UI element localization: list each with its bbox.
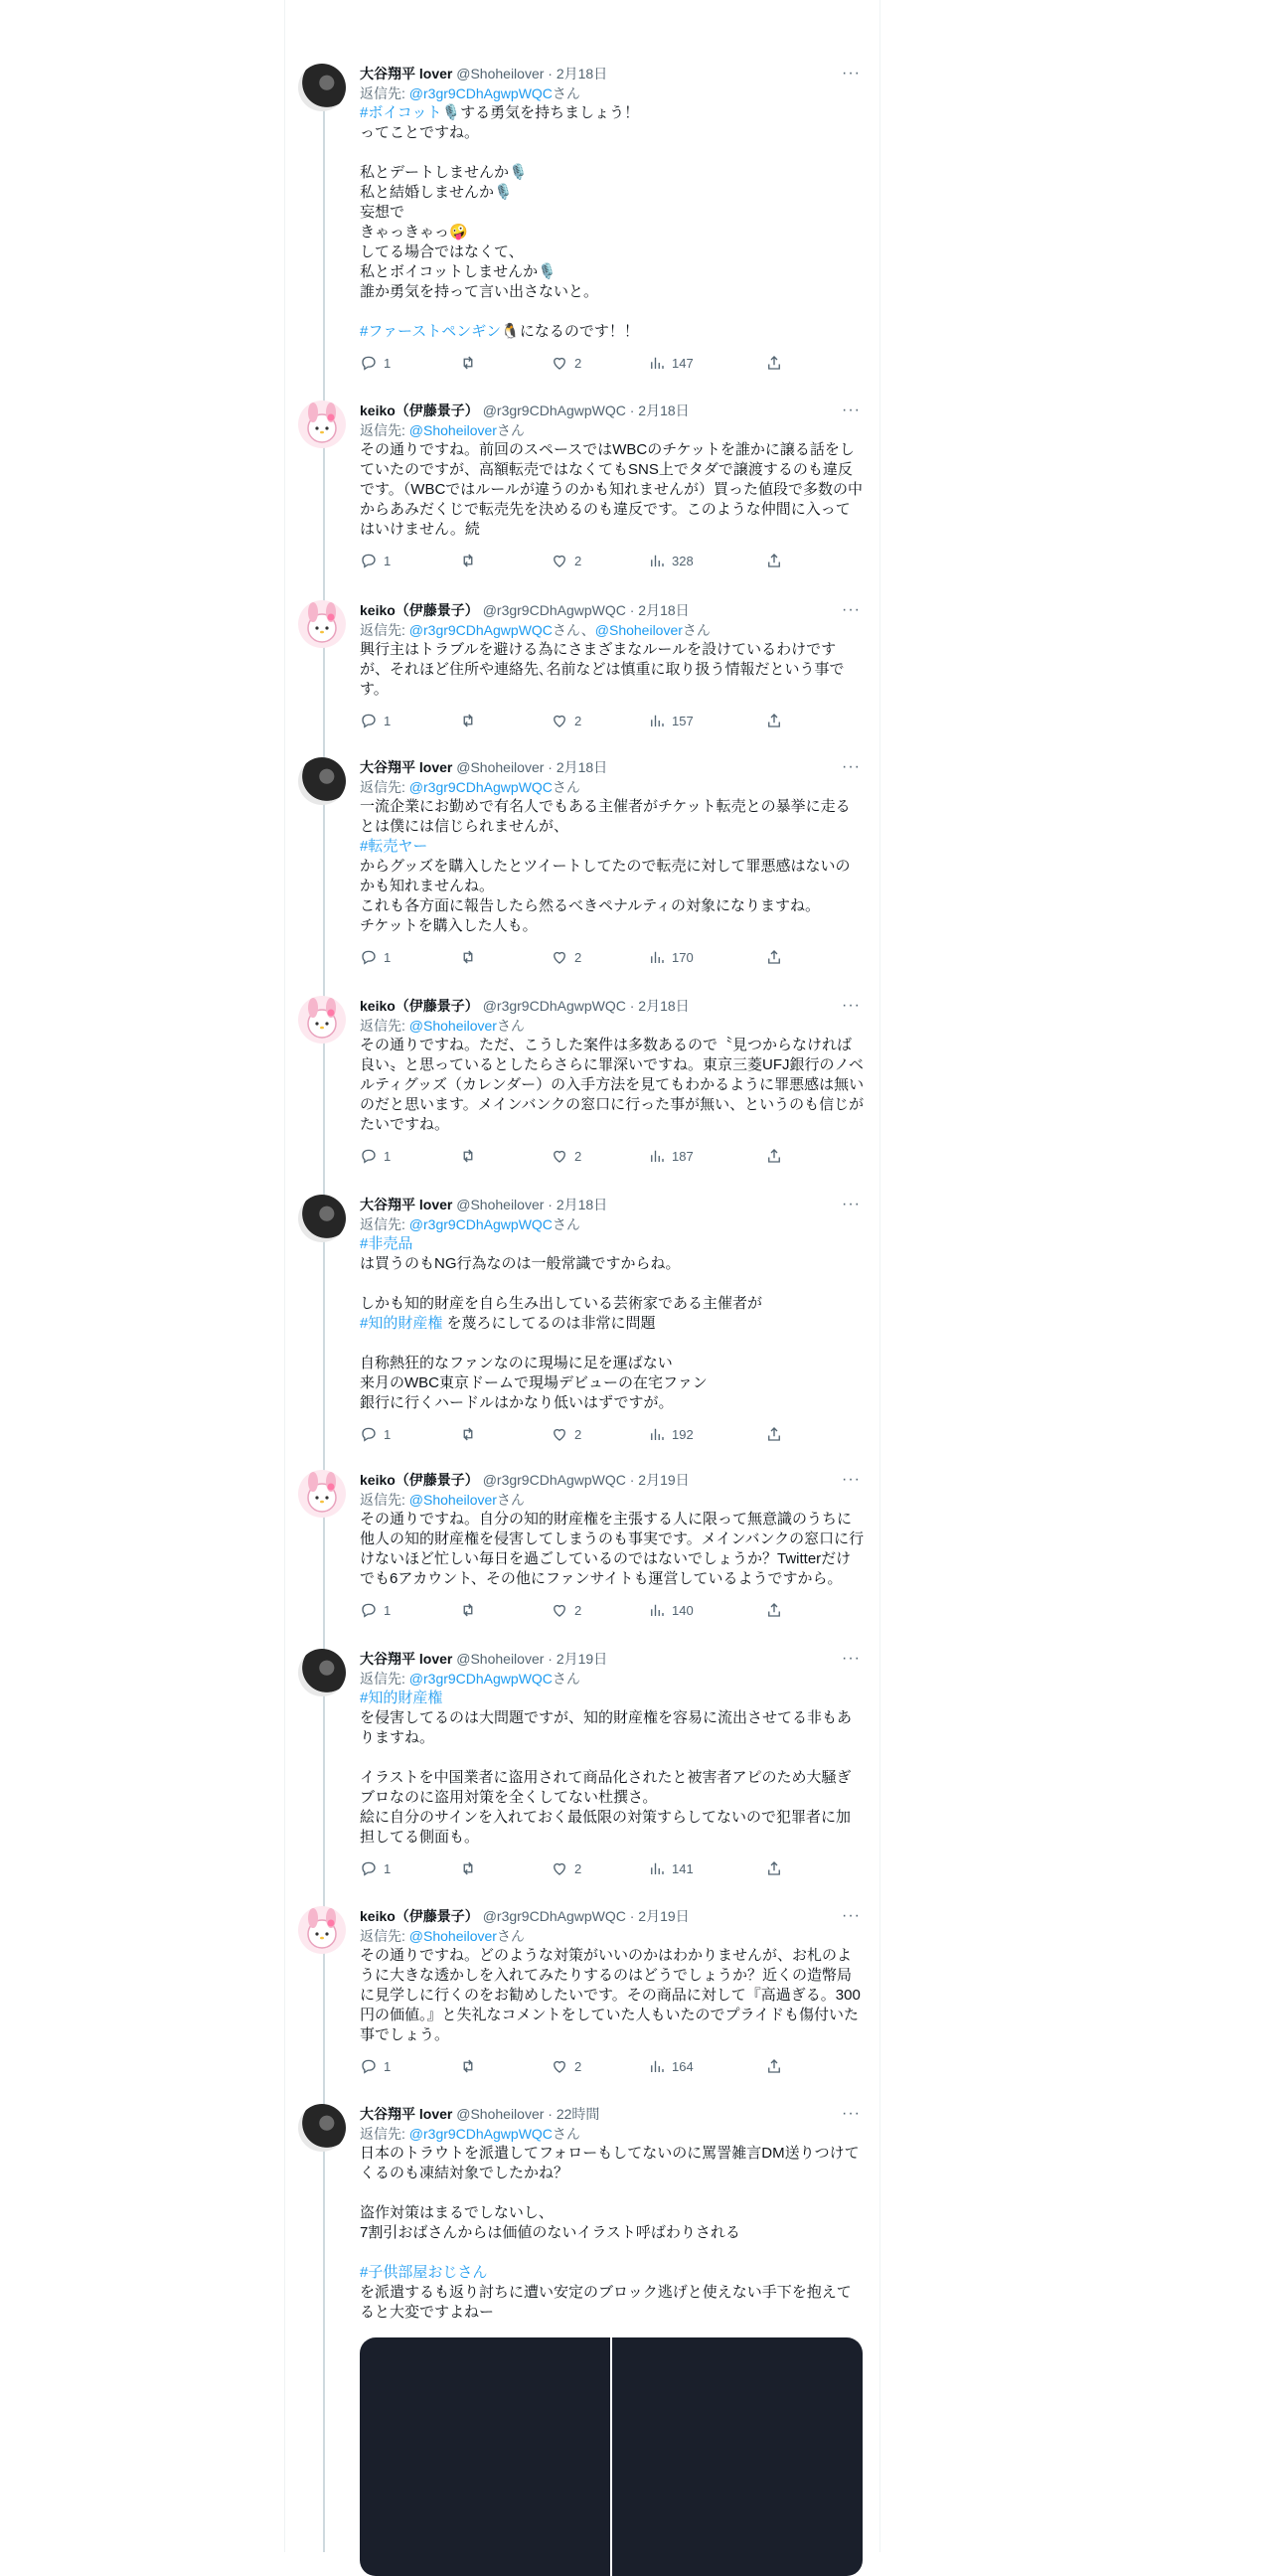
views-icon	[648, 2057, 666, 2075]
avatar[interactable]	[298, 996, 346, 1044]
reply-suffix: さん	[552, 1671, 580, 1687]
separator-dot: ·	[629, 998, 635, 1014]
like-count: 2	[574, 949, 582, 965]
reply-prefix: 返信先:	[360, 85, 409, 101]
display-name[interactable]: 大谷翔平 lover	[360, 759, 453, 775]
reply-count: 1	[384, 2058, 392, 2074]
more-options-icon[interactable]: ···	[842, 402, 861, 418]
reply-suffix: さん	[552, 85, 580, 101]
tweet-actions	[360, 2057, 865, 2077]
reply-button[interactable]	[360, 1601, 391, 1619]
reply-handle-link[interactable]: @r3gr9CDhAgwpWQC	[408, 779, 553, 795]
user-handle[interactable]: @Shoheilover	[456, 2106, 545, 2122]
tweet-body	[360, 401, 865, 571]
tweet-text: #知的財産権 を侵害してるのは大問題ですが、知的財産権を容易に流出させてる非もありますね。 イラストを中国業者に盗用されて商品化されたと被害者アピのため大騒ぎブロなのに盗用対策を全くしてない杜撰さ。 絵に自分のサインを入れておく最低限の対策すらしてないので犯罪者に加担してる側面も。	[360, 1690, 853, 1846]
reply-icon	[360, 948, 378, 966]
reply-handle-link[interactable]: @r3gr9CDhAgwpWQC	[408, 622, 553, 638]
tweet-timestamp[interactable]: 2月18日	[638, 602, 690, 618]
like-icon	[551, 552, 568, 569]
retweet-button[interactable]	[459, 948, 483, 966]
views-button[interactable]	[648, 712, 694, 729]
avatar[interactable]	[298, 1470, 346, 1518]
reply-handle-link[interactable]: @r3gr9CDhAgwpWQC	[408, 1216, 553, 1232]
melody-avatar-icon	[298, 600, 346, 648]
views-count: 170	[672, 949, 694, 965]
tweet-actions	[360, 948, 865, 968]
share-icon	[765, 552, 783, 569]
avatar[interactable]	[298, 401, 346, 448]
retweet-icon	[459, 712, 477, 729]
replying-to	[360, 1926, 865, 1946]
reply-suffix: さん	[682, 622, 711, 638]
like-count: 2	[574, 355, 582, 371]
like-icon	[551, 2057, 568, 2075]
reply-suffix: さん	[552, 622, 581, 638]
tweet-text: 一流企業にお勤めで有名人でもある主催者がチケット転売との暴挙に走るとは僕には信じられませんが、 #転売ヤー からグッズを購入したとツイートしてたので転売に対して罪悪感はないのかも知れませんね。 これも各方面に報告したら然るべきペナルティの対象になりますね。 チケットを購入した人も。	[360, 798, 851, 934]
retweet-button[interactable]	[459, 552, 483, 569]
retweet-button[interactable]	[459, 712, 483, 729]
more-options-icon[interactable]: ···	[842, 1650, 861, 1667]
replying-to	[360, 620, 865, 640]
tweet-header	[360, 600, 865, 620]
more-options-icon[interactable]: ···	[842, 1907, 861, 1924]
user-handle[interactable]: @Shoheilover	[456, 759, 545, 775]
separator-dot: ·	[548, 759, 553, 775]
display-name[interactable]: 大谷翔平 lover	[360, 2106, 453, 2122]
avatar[interactable]	[298, 1649, 346, 1696]
views-count: 187	[672, 1148, 694, 1164]
like-count: 2	[574, 1860, 582, 1876]
like-button[interactable]	[551, 1859, 581, 1877]
hashtag-link[interactable]: #子供部屋おじさん	[360, 2264, 488, 2281]
like-button[interactable]	[551, 1601, 581, 1619]
views-count: 192	[672, 1426, 694, 1442]
tweet-media-grid[interactable]	[360, 2337, 863, 2576]
tweet-timestamp[interactable]: 2月18日	[556, 759, 608, 775]
like-button[interactable]	[551, 1147, 581, 1165]
like-button[interactable]	[551, 2057, 581, 2075]
avatar[interactable]	[298, 64, 346, 111]
like-icon	[551, 1147, 568, 1165]
separator-dot: ·	[548, 1197, 553, 1212]
like-button[interactable]	[551, 1425, 581, 1443]
separator-dot: ·	[548, 1651, 553, 1667]
reply-prefix: 返信先:	[360, 1671, 409, 1687]
share-icon	[765, 354, 783, 372]
tweet-timestamp[interactable]: 2月18日	[556, 66, 608, 81]
views-icon	[648, 1601, 666, 1619]
tweet-header	[360, 757, 865, 777]
tweet-body	[360, 1470, 865, 1621]
reply-prefix: 返信先:	[360, 779, 409, 795]
like-count: 2	[574, 1602, 582, 1618]
tweet-timestamp[interactable]: 2月18日	[638, 998, 690, 1014]
tweet-text: その通りですね。前回のスペースではWBCのチケットを誰かに譲る話をしていたのですが、高額転売ではなくてもSNS上でタダで譲渡するのも違反です。（WBCではルールが違うのかも知れませんが）買った値段で多数の中からあみだくじで転売先を決めるのも違反です。このような仲間に入ってはいけません。続	[360, 441, 863, 538]
avatar[interactable]	[298, 2104, 346, 2152]
user-handle[interactable]: @r3gr9CDhAgwpWQC	[482, 602, 626, 618]
tweet-body	[360, 1906, 865, 2077]
tweet-timestamp[interactable]: 22時間	[556, 2106, 600, 2122]
like-button[interactable]	[551, 354, 581, 372]
tweet-body	[360, 600, 865, 731]
replying-to	[360, 83, 865, 103]
retweet-icon	[459, 1601, 477, 1619]
tweet-actions	[360, 1147, 865, 1167]
separator-dot: ·	[629, 1472, 635, 1488]
display-name[interactable]: keiko（伊藤景子）	[360, 402, 479, 418]
share-icon	[765, 1425, 783, 1443]
tweet-text: 日本のトラウトを派遣してフォローもしてないのに罵詈雑言DM送りつけてくるのも凍結対象でしたかね？ 盗作対策はまるでしないし、 7割引おばさんからは価値のないイラスト呼ばわりされる #子供部屋おじさん を派遣するも返り討ちに遭い安定のブロック逃げと使えない手下を抱えてると大変ですよねー	[360, 2145, 860, 2321]
reply-prefix: 返信先:	[360, 2126, 409, 2142]
tweet-actions	[360, 1601, 865, 1621]
reply-prefix: 返信先:	[360, 1018, 409, 1034]
tweet-text: 興行主はトラブルを避ける為にさまざまなルールを設けているわけですが、それほど住所や連絡先､名前などは慎重に取り扱う情報だという事です。	[360, 641, 845, 698]
avatar[interactable]	[298, 1906, 346, 1954]
hashtag-link[interactable]: #非売品	[360, 1235, 413, 1252]
reply-handle-link[interactable]: @r3gr9CDhAgwpWQC	[408, 2126, 553, 2142]
tweet-header	[360, 1470, 865, 1490]
tweet-body	[360, 1649, 865, 1879]
reply-suffix: さん	[552, 1216, 580, 1232]
views-button[interactable]	[648, 1859, 694, 1877]
tweet-timestamp[interactable]: 2月19日	[556, 1651, 608, 1667]
melody-avatar-icon	[298, 1906, 346, 1954]
tweet-header	[360, 1649, 865, 1669]
avatar[interactable]	[298, 600, 346, 648]
reply-separator: 、	[580, 622, 595, 638]
reply-handle-link[interactable]: @Shoheilover	[408, 1928, 497, 1944]
reply-icon	[360, 2057, 378, 2075]
reply-button[interactable]	[360, 948, 391, 966]
reply-prefix: 返信先:	[360, 622, 409, 638]
like-button[interactable]	[551, 948, 581, 966]
retweet-icon	[459, 1147, 477, 1165]
user-handle[interactable]: @r3gr9CDhAgwpWQC	[482, 1472, 626, 1488]
reply-button[interactable]	[360, 712, 391, 729]
views-count: 164	[672, 2058, 694, 2074]
like-icon	[551, 712, 568, 729]
reply-button[interactable]	[360, 1859, 391, 1877]
reply-handle-link[interactable]: @Shoheilover	[594, 622, 683, 638]
reply-handle-link[interactable]: @r3gr9CDhAgwpWQC	[408, 1671, 553, 1687]
tweet-text: その通りですね。自分の知的財産権を主張する人に限って無意識のうちに他人の知的財産権を侵害してしまうのも事実です。メインバンクの窓口に行けないほど忙しい毎日を過ごしているのではないでしょうか？Twitterだけでも6アカウント、その他にファンサイトも運営しているようですから。	[360, 1511, 865, 1587]
tweet-header	[360, 996, 865, 1016]
share-button[interactable]	[765, 1425, 783, 1443]
hashtag-link[interactable]: #ボイコット	[360, 104, 442, 121]
reply-suffix: さん	[552, 2126, 580, 2142]
reply-handle-link[interactable]: @Shoheilover	[408, 422, 497, 438]
retweet-button[interactable]	[459, 1147, 483, 1165]
tweet-body	[360, 64, 865, 374]
reply-icon	[360, 552, 378, 569]
tweet-text: その通りですね。どのような対策がいいのかはわかりませんが、お札のように大きな透かしを入れてみたりするのはどうでしょうか？近くの造幣局に見学しに行くのをお勧めしたいです。その商品に対して『高過ぎる。300円の価値。』と失礼なコメントをしていた人もいたのでプライドも傷付いた事でしょう。	[360, 1947, 861, 2043]
views-button[interactable]	[648, 948, 694, 966]
reply-suffix: さん	[496, 1492, 525, 1508]
avatar[interactable]	[298, 1195, 346, 1242]
display-name[interactable]: keiko（伊藤景子）	[360, 602, 479, 618]
reply-button[interactable]	[360, 1147, 391, 1165]
tweet-text: #ボイコット🎙️する勇気を持ちましょう！ ってことですね。 私とデートしませんか🎙️ 私と結婚しませんか🎙️ 妄想で きゃっきゃっ🤪 してる場合ではなくて、 私とボイコットしませんか🎙️ 誰か勇気を持って言い出さないと。 #ファーストペンギン🐧になるのです！！	[360, 104, 640, 340]
reply-icon	[360, 712, 378, 729]
tweet-actions	[360, 354, 865, 374]
user-handle[interactable]: @Shoheilover	[456, 1197, 545, 1212]
tweet-timestamp[interactable]: 2月18日	[638, 402, 690, 418]
separator-dot: ·	[629, 402, 635, 418]
views-count: 141	[672, 1860, 694, 1876]
display-name[interactable]: 大谷翔平 lover	[360, 1651, 453, 1667]
views-count: 140	[672, 1602, 694, 1618]
like-icon	[551, 1425, 568, 1443]
share-button[interactable]	[765, 948, 783, 966]
melody-avatar-icon	[298, 1470, 346, 1518]
reply-button[interactable]	[360, 2057, 391, 2075]
tweet-text: その通りですね。ただ、こうした案件は多数あるので〝見つからなければ良い〟と思っているとしたらさらに罪深いですね。東京三菱UFJ銀行のノベルティグッズ（カレンダー）の入手方法を見てもわかるように罪悪感は無いのだと思います。メインバンクの窓口に行った事が無い、というのも信じがたいですね。	[360, 1037, 865, 1133]
more-options-icon[interactable]: ···	[842, 601, 861, 618]
replying-to	[360, 420, 865, 440]
like-button[interactable]	[551, 712, 581, 729]
display-name[interactable]: 大谷翔平 lover	[360, 1197, 453, 1212]
views-button[interactable]	[648, 1601, 694, 1619]
tweet-timestamp[interactable]: 2月19日	[638, 1908, 690, 1924]
reply-suffix: さん	[552, 779, 580, 795]
hashtag-link[interactable]: #知的財産権	[360, 1315, 443, 1332]
replying-to	[360, 1214, 865, 1234]
retweet-button[interactable]	[459, 2057, 483, 2075]
share-icon	[765, 1147, 783, 1165]
tweet-actions	[360, 1425, 865, 1445]
more-options-icon[interactable]: ···	[842, 758, 861, 775]
tweet-body	[360, 996, 865, 1167]
separator-dot: ·	[629, 602, 635, 618]
user-handle[interactable]: @Shoheilover	[456, 66, 545, 81]
more-options-icon[interactable]: ···	[842, 1471, 861, 1488]
views-button[interactable]	[648, 2057, 694, 2075]
like-count: 2	[574, 1426, 582, 1442]
reply-prefix: 返信先:	[360, 422, 409, 438]
tweet-actions	[360, 1859, 865, 1879]
display-name[interactable]: 大谷翔平 lover	[360, 66, 453, 81]
tweet-body	[360, 2104, 865, 2323]
replying-to	[360, 1016, 865, 1036]
tweet-header	[360, 2104, 865, 2124]
separator-dot: ·	[548, 2106, 553, 2122]
reply-icon	[360, 1601, 378, 1619]
like-icon	[551, 1601, 568, 1619]
melody-avatar-icon	[298, 996, 346, 1044]
reply-handle-link[interactable]: @Shoheilover	[408, 1018, 497, 1034]
like-button[interactable]	[551, 552, 581, 569]
hashtag-link[interactable]: #知的財産権	[360, 1690, 443, 1706]
melody-avatar-icon	[298, 401, 346, 448]
views-count: 328	[672, 553, 694, 568]
tweet-body	[360, 757, 865, 968]
tweet-header	[360, 64, 865, 83]
like-count: 2	[574, 713, 582, 728]
reply-prefix: 返信先:	[360, 1216, 409, 1232]
share-button[interactable]	[765, 2057, 783, 2075]
retweet-icon	[459, 354, 477, 372]
share-button[interactable]	[765, 712, 783, 729]
like-icon	[551, 354, 568, 372]
display-name[interactable]: keiko（伊藤景子）	[360, 1908, 479, 1924]
tweet-text: #非売品 は買うのもNG行為なのは一般常識ですからね。 しかも知的財産を自ら生み出している芸術家である主催者が #知的財産権 を蔑ろにしてるのは非常に問題 自称熱狂的なファンなのに現場に足を運ばない 来月のWBC東京ドームで現場デビューの在宅ファン 銀行に行くハードルはかなり低いはずですが。	[360, 1235, 763, 1411]
hashtag-link[interactable]: #転売ヤー	[360, 838, 428, 855]
replying-to	[360, 1490, 865, 1510]
share-icon	[765, 948, 783, 966]
views-button[interactable]	[648, 1425, 694, 1443]
retweet-icon	[459, 552, 477, 569]
reply-button[interactable]	[360, 1425, 391, 1443]
share-button[interactable]	[765, 354, 783, 372]
retweet-icon	[459, 2057, 477, 2075]
like-icon	[551, 1859, 568, 1877]
retweet-icon	[459, 1425, 477, 1443]
like-count: 2	[574, 2058, 582, 2074]
reply-icon	[360, 1425, 378, 1443]
like-icon	[551, 948, 568, 966]
reply-suffix: さん	[496, 422, 525, 438]
tweet-actions	[360, 712, 865, 731]
share-icon	[765, 1601, 783, 1619]
views-icon	[648, 1147, 666, 1165]
views-button[interactable]	[648, 552, 694, 569]
retweet-button[interactable]	[459, 1859, 483, 1877]
reply-handle-link[interactable]: @Shoheilover	[408, 1492, 497, 1508]
more-options-icon[interactable]: ···	[842, 1196, 861, 1212]
retweet-icon	[459, 948, 477, 966]
reply-prefix: 返信先:	[360, 1928, 409, 1944]
display-name[interactable]: keiko（伊藤景子）	[360, 998, 479, 1014]
more-options-icon[interactable]: ···	[842, 65, 861, 81]
user-handle[interactable]: @r3gr9CDhAgwpWQC	[482, 998, 626, 1014]
reply-icon	[360, 354, 378, 372]
views-icon	[648, 354, 666, 372]
share-icon	[765, 1859, 783, 1877]
like-count: 2	[574, 1148, 582, 1164]
share-icon	[765, 712, 783, 729]
replying-to	[360, 2124, 865, 2144]
views-icon	[648, 1425, 666, 1443]
tweet-header	[360, 1195, 865, 1214]
views-count: 147	[672, 355, 694, 371]
reply-button[interactable]	[360, 552, 391, 569]
tweet-body	[360, 1195, 865, 1445]
retweet-button[interactable]	[459, 1601, 483, 1619]
more-options-icon[interactable]: ···	[842, 997, 861, 1014]
reply-prefix: 返信先:	[360, 1492, 409, 1508]
views-button[interactable]	[648, 1147, 694, 1165]
reply-count: 1	[384, 713, 392, 728]
hashtag-link[interactable]: #ファーストペンギン	[360, 323, 502, 340]
share-icon	[765, 2057, 783, 2075]
tweet-actions	[360, 552, 865, 571]
share-button[interactable]	[765, 1859, 783, 1877]
reply-count: 1	[384, 553, 392, 568]
views-icon	[648, 948, 666, 966]
reply-count: 1	[384, 355, 392, 371]
more-options-icon[interactable]: ···	[842, 2105, 861, 2122]
reply-button[interactable]	[360, 354, 391, 372]
display-name[interactable]: keiko（伊藤景子）	[360, 1472, 479, 1488]
user-handle[interactable]: @Shoheilover	[456, 1651, 545, 1667]
like-count: 2	[574, 553, 582, 568]
separator-dot: ·	[629, 1908, 635, 1924]
reply-icon	[360, 1147, 378, 1165]
reply-count: 1	[384, 949, 392, 965]
reply-suffix: さん	[496, 1018, 525, 1034]
retweet-button[interactable]	[459, 1425, 483, 1443]
share-button[interactable]	[765, 1147, 783, 1165]
views-icon	[648, 712, 666, 729]
views-button[interactable]	[648, 354, 694, 372]
share-button[interactable]	[765, 552, 783, 569]
user-handle[interactable]: @r3gr9CDhAgwpWQC	[482, 402, 626, 418]
reply-count: 1	[384, 1860, 392, 1876]
reply-count: 1	[384, 1148, 392, 1164]
tweet-timestamp[interactable]: 2月19日	[638, 1472, 690, 1488]
separator-dot: ·	[548, 66, 553, 81]
avatar[interactable]	[298, 757, 346, 805]
replying-to	[360, 1669, 865, 1689]
retweet-button[interactable]	[459, 354, 483, 372]
share-button[interactable]	[765, 1601, 783, 1619]
reply-count: 1	[384, 1426, 392, 1442]
reply-suffix: さん	[496, 1928, 525, 1944]
views-icon	[648, 1859, 666, 1877]
tweet-timestamp[interactable]: 2月18日	[556, 1197, 608, 1212]
tweet-header	[360, 401, 865, 420]
replying-to	[360, 777, 865, 797]
reply-handle-link[interactable]: @r3gr9CDhAgwpWQC	[408, 85, 553, 101]
user-handle[interactable]: @r3gr9CDhAgwpWQC	[482, 1908, 626, 1924]
tweet-header	[360, 1906, 865, 1926]
reply-count: 1	[384, 1602, 392, 1618]
media-divider	[610, 2337, 612, 2576]
retweet-icon	[459, 1859, 477, 1877]
views-count: 157	[672, 713, 694, 728]
views-icon	[648, 552, 666, 569]
reply-icon	[360, 1859, 378, 1877]
